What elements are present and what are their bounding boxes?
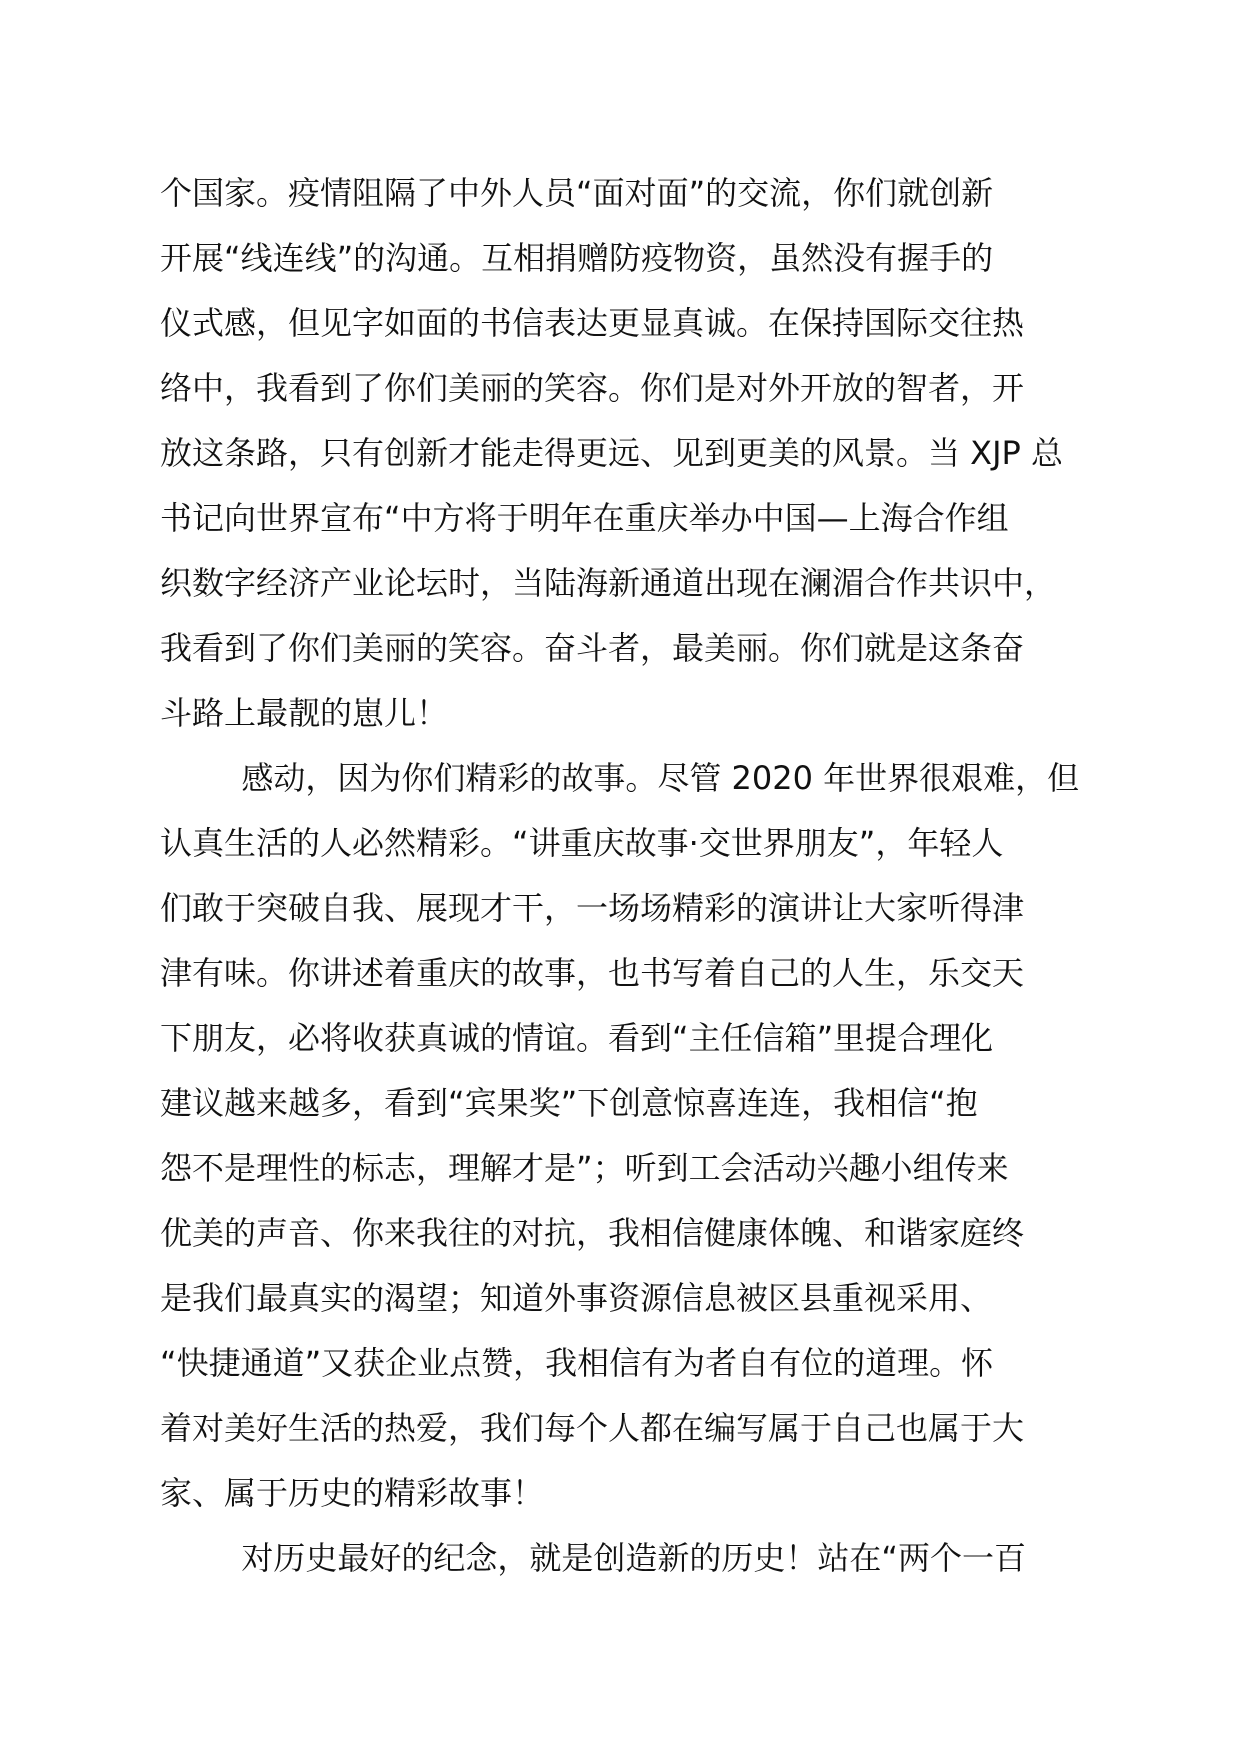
text-line: 认真生活的人必然精彩。“讲重庆故事·交世界朋友”，年轻人 — [160, 824, 1004, 862]
text-line: 家、属于历史的精彩故事！ — [160, 1474, 545, 1512]
text-line: 斗路上最靓的崽儿！ — [160, 694, 449, 732]
text-line: 们敢于突破自我、展现才干，一场场精彩的演讲让大家听得津 — [160, 889, 1025, 927]
text-line: 优美的声音、你来我往的对抗，我相信健康体魄、和谐家庭终 — [160, 1214, 1025, 1252]
text-line: 是我们最真实的渴望；知道外事资源信息被区县重视采用、 — [160, 1279, 993, 1317]
text-line: 怨不是理性的标志，理解才是”；听到工会活动兴趣小组传来 — [160, 1149, 1009, 1187]
text-line: 下朋友，必将收获真诚的情谊。看到“主任信箱”里提合理化 — [160, 1019, 994, 1057]
text-line: 开展“线连线”的沟通。互相捐赠防疫物资，虽然没有握手的 — [160, 239, 994, 277]
text-line: 津有味。你讲述着重庆的故事，也书写着自己的人生，乐交天 — [160, 954, 1025, 992]
text-line: 仪式感，但见字如面的书信表达更显真诚。在保持国际交往热 — [160, 304, 1025, 342]
text-line: 书记向世界宣布“中方将于明年在重庆举办中国—上海合作组 — [160, 499, 1009, 537]
body-text — [160, 172, 1120, 1602]
text-line: 络中，我看到了你们美丽的笑容。你们是对外开放的智者，开 — [160, 369, 1025, 407]
text-line: 放这条路，只有创新才能走得更远、见到更美的风景。当 XJP 总 — [160, 434, 1064, 472]
text-line: 织数字经济产业论坛时，当陆海新通道出现在澜湄合作共识中， — [160, 564, 1057, 602]
text-line: 对历史最好的纪念，就是创造新的历史！站在“两个一百 — [160, 1539, 1026, 1577]
text-line: “快捷通道”又获企业点赞，我相信有为者自有位的道理。怀 — [160, 1344, 994, 1382]
text-line: 我看到了你们美丽的笑容。奋斗者，最美丽。你们就是这条奋 — [160, 629, 1025, 667]
text-line: 个国家。疫情阻隔了中外人员“面对面”的交流，你们就创新 — [160, 174, 994, 212]
text-line: 着对美好生活的热爱，我们每个人都在编写属于自己也属于大 — [160, 1409, 1025, 1447]
text-line: 感动，因为你们精彩的故事。尽管 2020 年世界很艰难，但 — [160, 759, 1080, 797]
text-line: 建议越来越多，看到“宾果奖”下创意惊喜连连，我相信“抱 — [160, 1084, 978, 1122]
